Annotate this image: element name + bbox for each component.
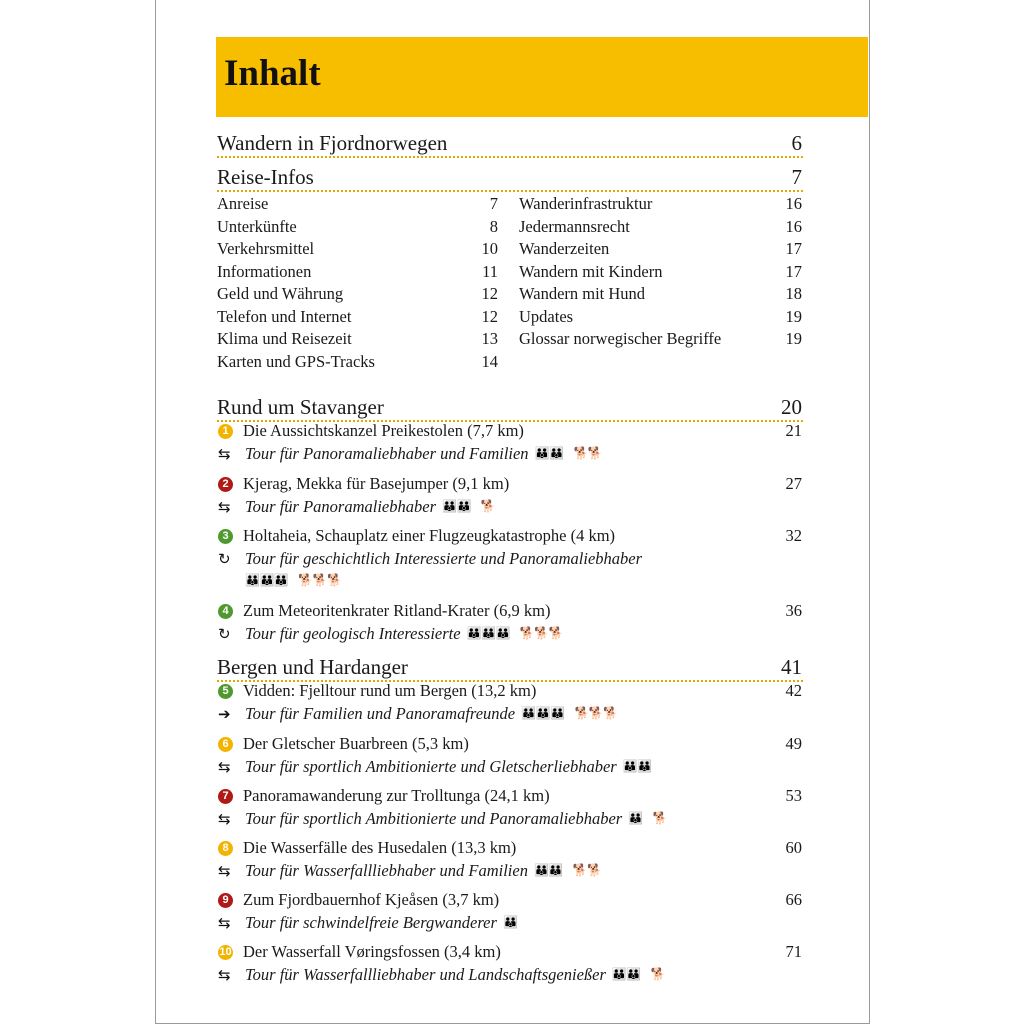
reise-item-label: Wandern mit Kindern [519, 261, 663, 281]
tour-number-badge: 3 [218, 529, 233, 544]
tour-page: 66 [785, 890, 802, 909]
tour-title: Kjerag, Mekka für Basejumper (9,1 km) [243, 474, 510, 493]
dog-icons: 🐕 [652, 811, 668, 825]
page-title: Inhalt [224, 53, 321, 94]
tour-number-badge: 8 [218, 841, 233, 856]
reise-item-page: 19 [785, 329, 802, 348]
dog-icons: 🐕🐕🐕 [574, 706, 618, 720]
tour-title: Der Gletscher Buarbreen (5,3 km) [243, 734, 469, 753]
tour-title: Die Aussichtskanzel Preikestolen (7,7 km) [243, 421, 524, 440]
tour-description: Tour für Wasserfallliebhaber und Familien [245, 861, 528, 880]
tour-page: 32 [785, 526, 802, 545]
dog-icons: 🐕🐕🐕 [298, 573, 342, 587]
tour-number-badge: 10 [219, 946, 232, 958]
reise-item-label: Glossar norwegischer Begriffe [519, 329, 722, 348]
tour-page: 71 [785, 942, 802, 961]
tour-number-badge: 5 [218, 684, 233, 699]
tour-description: Tour für geologisch Interessierte [245, 624, 461, 643]
dog-icons: 🐕 [480, 499, 496, 513]
reise-item-page: 18 [785, 284, 802, 303]
tour-title: Zum Fjordbauernhof Kjeåsen (3,7 km) [243, 890, 500, 909]
tour-title: Die Wasserfälle des Husedalen (13,3 km) [243, 838, 517, 857]
tour-page: 49 [785, 734, 802, 753]
family-icons: 👪 [502, 915, 518, 929]
route-type-icon: ⇆ [218, 758, 231, 776]
reise-item-label: Updates [519, 306, 574, 326]
family-icons: 👪👪 [611, 967, 641, 981]
reise-item-label: Klima und Reisezeit [217, 329, 352, 348]
reise-item-page: 7 [489, 194, 498, 213]
route-type-icon: ➔ [218, 705, 231, 723]
tour-title: Vidden: Fjelltour rund um Bergen (13,2 km) [243, 681, 537, 700]
family-icons: 👪👪👪 [521, 706, 565, 720]
dotted-rule [217, 156, 803, 158]
reise-item-label: Wanderinfrastruktur [519, 194, 653, 213]
reise-item-page: 10 [481, 239, 498, 258]
dog-icons: 🐕 [650, 967, 666, 981]
section-title-stavanger: Rund um Stavanger [217, 395, 384, 419]
family-icons: 👪👪 [622, 759, 652, 773]
tour-number-badge: 2 [218, 477, 233, 492]
tour-page: 60 [785, 838, 802, 857]
reise-item-page: 19 [785, 306, 802, 326]
tour-description: Tour für Wasserfallliebhaber und Landschaftsgenießer [245, 965, 606, 984]
reise-item-label: Anreise [217, 194, 269, 213]
tour-description: Tour für schwindelfreie Bergwanderer [245, 913, 497, 932]
section-title-bergen: Bergen und Hardanger [217, 655, 408, 679]
route-type-icon: ↻ [218, 550, 231, 568]
section-page-wandern: 6 [791, 131, 802, 155]
tour-number-badge: 6 [218, 737, 233, 752]
tour-title: Panoramawanderung zur Trolltunga (24,1 km) [243, 786, 550, 805]
tour-page: 36 [785, 601, 802, 620]
reise-item-label: Wanderzeiten [519, 239, 610, 258]
reise-item-page: 16 [785, 194, 802, 213]
tour-number-badge: 7 [218, 789, 233, 804]
tour-page: 53 [785, 786, 802, 805]
section-title-wandern: Wandern in Fjordnorwegen [217, 131, 448, 155]
family-icons: 👪 [628, 811, 643, 825]
family-icons: 👪👪👪 [466, 626, 510, 640]
reise-item-label: Informationen [217, 261, 312, 281]
reise-item-page: 16 [785, 216, 802, 236]
reise-item-label: Wandern mit Hund [519, 284, 646, 303]
tour-description: Tour für geschichtlich Interessierte und Panoramaliebhaber [245, 549, 643, 568]
family-icons: 👪👪👪 [245, 573, 289, 587]
tour-description: Tour für sportlich Ambitionierte und Panoramaliebhaber [245, 809, 623, 828]
reise-item-page: 17 [785, 261, 802, 281]
section-page-bergen: 41 [781, 655, 802, 679]
reise-item-label: Jedermannsrecht [519, 216, 630, 236]
reise-item-page: 14 [481, 351, 498, 371]
section-page-stavanger: 20 [781, 395, 802, 419]
section-title-reise: Reise-Infos [217, 165, 314, 189]
route-type-icon: ⇆ [218, 914, 231, 932]
route-type-icon: ↻ [218, 625, 231, 643]
tour-title: Holtaheia, Schauplatz einer Flugzeugkatastrophe (4 km) [243, 526, 616, 545]
reise-item-label: Unterkünfte [217, 216, 297, 236]
reise-item-page: 8 [489, 216, 498, 236]
tour-description: Tour für Panoramaliebhaber [245, 497, 436, 516]
reise-item-label: Telefon und Internet [217, 306, 352, 326]
tour-page: 27 [785, 474, 802, 493]
reise-item-page: 13 [481, 329, 498, 348]
route-type-icon: ⇆ [218, 862, 231, 880]
reise-item-page: 11 [482, 261, 498, 281]
section-page-reise: 7 [791, 165, 802, 189]
route-type-icon: ⇆ [218, 498, 231, 516]
tour-title: Zum Meteoritenkrater Ritland-Krater (6,9 km) [243, 601, 551, 620]
family-icons: 👪👪 [533, 863, 563, 877]
tour-number-badge: 4 [218, 604, 233, 619]
tour-title: Der Wasserfall Vøringsfossen (3,4 km) [243, 942, 501, 961]
reise-item-page: 12 [481, 306, 498, 326]
reise-item-page: 12 [481, 284, 498, 303]
reise-item-label: Geld und Währung [217, 284, 344, 303]
route-type-icon: ⇆ [218, 966, 231, 984]
family-icons: 👪👪 [534, 446, 564, 460]
tour-number-badge: 1 [218, 424, 233, 439]
reise-item-label: Verkehrsmittel [217, 239, 315, 258]
tour-description: Tour für sportlich Ambitionierte und Gletscherliebhaber [245, 757, 617, 776]
dog-icons: 🐕🐕🐕 [519, 626, 564, 640]
reise-item-label: Karten und GPS-Tracks [217, 351, 375, 371]
route-type-icon: ⇆ [218, 445, 231, 463]
tour-description: Tour für Panoramaliebhaber und Familien [245, 444, 529, 463]
dog-icons: 🐕🐕 [572, 863, 602, 877]
tour-page: 42 [785, 681, 802, 700]
dotted-rule [217, 190, 803, 192]
tour-description: Tour für Familien und Panoramafreunde [245, 704, 516, 723]
tour-page: 21 [785, 421, 802, 440]
family-icons: 👪👪 [442, 499, 471, 513]
tour-number-badge: 9 [218, 893, 233, 908]
route-type-icon: ⇆ [218, 810, 231, 828]
dog-icons: 🐕🐕 [573, 446, 603, 460]
reise-item-page: 17 [785, 239, 802, 258]
